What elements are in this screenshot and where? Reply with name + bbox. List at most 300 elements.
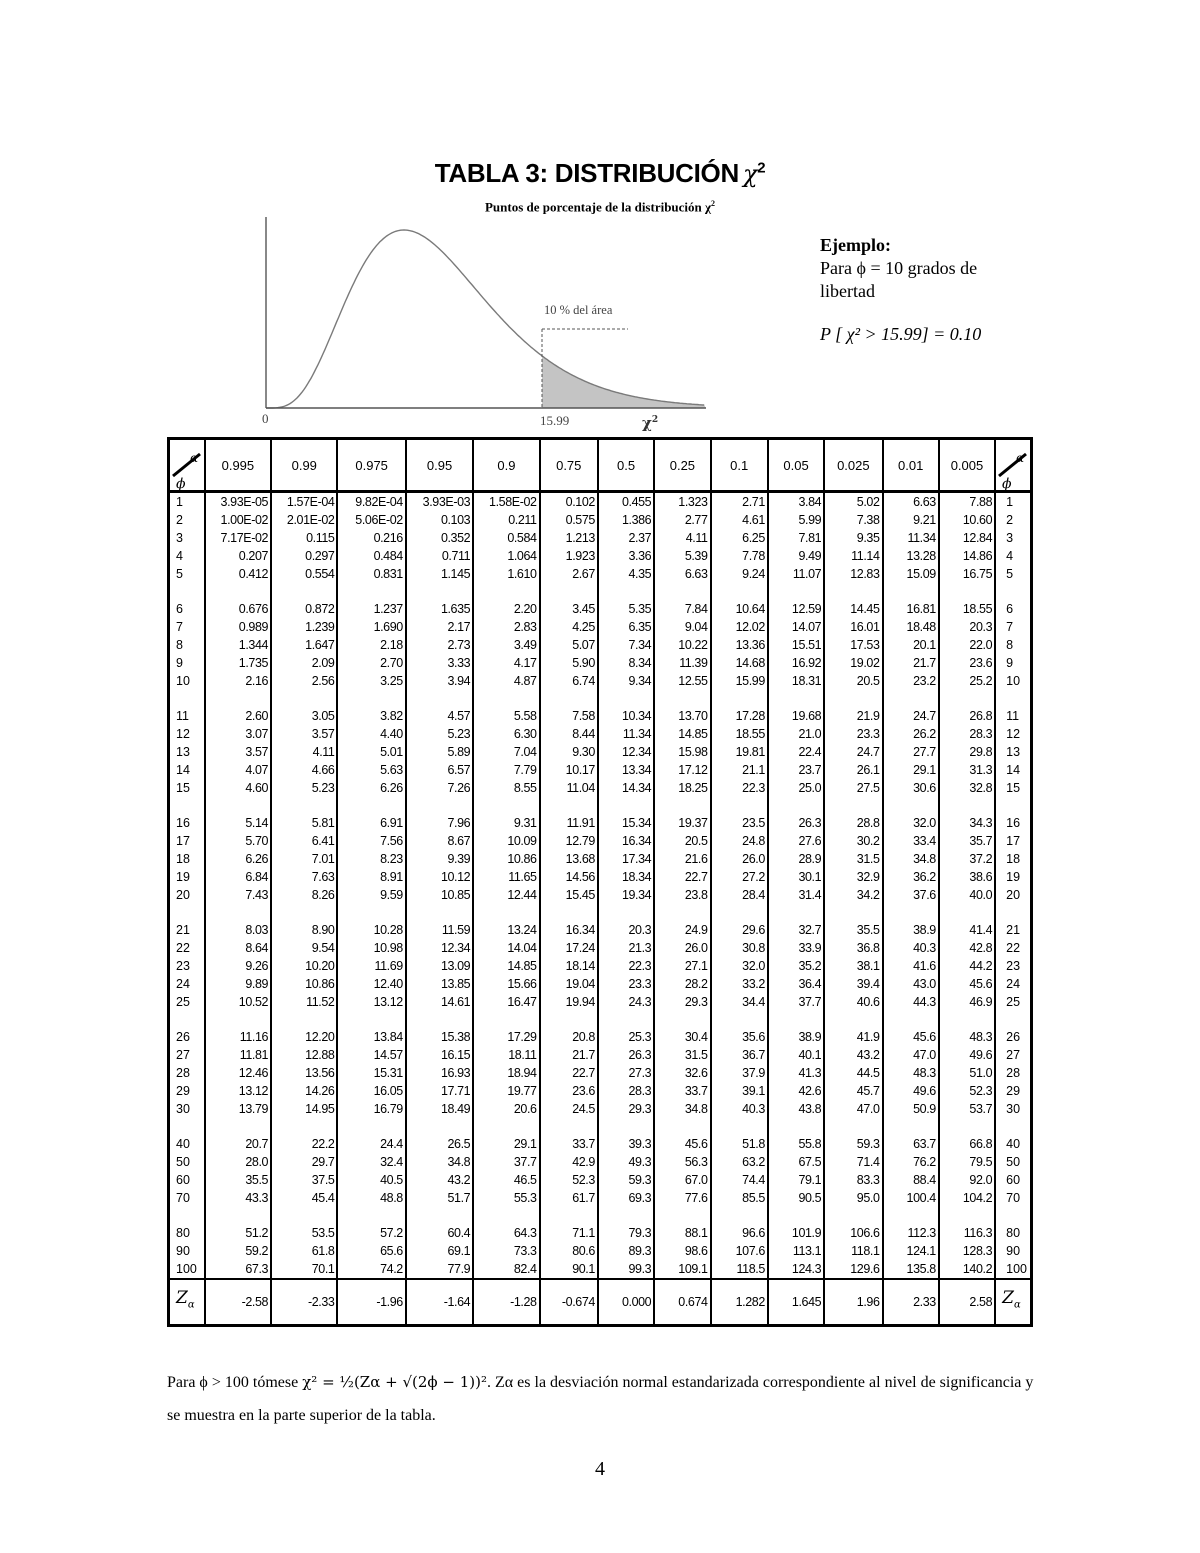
phi-cell-right: 21	[995, 921, 1031, 939]
phi-cell-right: 70	[995, 1189, 1031, 1207]
value-cell: 11.34	[883, 529, 939, 547]
value-cell: 2.83	[473, 618, 539, 636]
table-row	[169, 743, 1032, 761]
value-cell: 15.45	[540, 886, 598, 904]
value-cell: 41.4	[939, 921, 995, 939]
value-cell: 135.8	[883, 1260, 939, 1279]
value-cell: 24.7	[824, 743, 882, 761]
value-cell: 0.872	[271, 600, 337, 618]
phi-cell: 11	[169, 707, 205, 725]
value-cell: 2.09	[271, 654, 337, 672]
value-cell: 5.23	[271, 779, 337, 797]
value-cell: 13.12	[205, 1082, 271, 1100]
footnote-rest: . Zα es la desviación normal estandarizada correspondiente al nivel de significancia y se muestra en la parte superior de la tabla.	[167, 1374, 1034, 1424]
phi-cell-right: 19	[995, 868, 1031, 886]
value-cell: 104.2	[939, 1189, 995, 1207]
value-cell: 9.59	[337, 886, 405, 904]
value-cell: 6.57	[406, 761, 473, 779]
value-cell: 10.20	[271, 957, 337, 975]
page-number: 4	[595, 1458, 605, 1480]
value-cell: 7.01	[271, 850, 337, 868]
phi-cell: 16	[169, 814, 205, 832]
value-cell: 27.1	[654, 957, 710, 975]
alpha-header: 0.99	[271, 439, 337, 492]
phi-cell-right: 80	[995, 1224, 1031, 1242]
corner-phi: ϕ	[176, 476, 186, 490]
value-cell: 10.85	[406, 886, 473, 904]
table-row	[169, 814, 1032, 832]
phi-cell: 14	[169, 761, 205, 779]
title-exponent: 2	[757, 159, 766, 177]
phi-cell-right: 12	[995, 725, 1031, 743]
phi-cell: 29	[169, 1082, 205, 1100]
value-cell: 8.44	[540, 725, 598, 743]
z-row	[169, 1279, 1032, 1326]
value-cell: 1.213	[540, 529, 598, 547]
table-row	[169, 850, 1032, 868]
value-cell: 1.735	[205, 654, 271, 672]
value-cell: 30.2	[824, 832, 882, 850]
value-cell: 20.7	[205, 1135, 271, 1153]
value-cell: 4.25	[540, 618, 598, 636]
phi-cell: 6	[169, 600, 205, 618]
table-row	[169, 957, 1032, 975]
z-value-cell: 1.96	[824, 1279, 882, 1326]
phi-cell-right: 1	[995, 492, 1031, 512]
value-cell: 1.647	[271, 636, 337, 654]
table-row	[169, 1171, 1032, 1189]
value-cell: 37.7	[768, 993, 824, 1011]
value-cell: 38.9	[883, 921, 939, 939]
phi-cell-right: 10	[995, 672, 1031, 690]
phi-cell-right: 20	[995, 886, 1031, 904]
z-value-cell: 0.674	[654, 1279, 710, 1326]
value-cell: 22.7	[654, 868, 710, 886]
value-cell: 24.8	[711, 832, 768, 850]
value-cell: 128.3	[939, 1242, 995, 1260]
phi-cell-right: 50	[995, 1153, 1031, 1171]
value-cell: 15.31	[337, 1064, 405, 1082]
value-cell: 8.67	[406, 832, 473, 850]
value-cell: 26.1	[824, 761, 882, 779]
area-label: 10 % del área	[544, 303, 613, 317]
value-cell: 140.2	[939, 1260, 995, 1279]
z-value-cell: -2.33	[271, 1279, 337, 1326]
value-cell: 60.4	[406, 1224, 473, 1242]
value-cell: 73.3	[473, 1242, 539, 1260]
value-cell: 71.4	[824, 1153, 882, 1171]
value-cell: 28.4	[711, 886, 768, 904]
value-cell: 16.93	[406, 1064, 473, 1082]
table-row	[169, 975, 1032, 993]
value-cell: 8.03	[205, 921, 271, 939]
value-cell: 25.0	[768, 779, 824, 797]
value-cell: 32.4	[337, 1153, 405, 1171]
value-cell: 7.78	[711, 547, 768, 565]
table-row	[169, 868, 1032, 886]
value-cell: 18.55	[711, 725, 768, 743]
value-cell: 7.38	[824, 511, 882, 529]
group-spacer	[169, 904, 1032, 921]
value-cell: 2.01E-02	[271, 511, 337, 529]
value-cell: 8.26	[271, 886, 337, 904]
chi-square-table	[167, 437, 1033, 1327]
value-cell: 95.0	[824, 1189, 882, 1207]
phi-cell: 12	[169, 725, 205, 743]
table-row	[169, 939, 1032, 957]
value-cell: 34.8	[406, 1153, 473, 1171]
footnote-lead: Para ϕ > 100 tómese	[167, 1374, 299, 1391]
value-cell: 9.30	[540, 743, 598, 761]
value-cell: 14.26	[271, 1082, 337, 1100]
value-cell: 35.6	[711, 1028, 768, 1046]
value-cell: 16.92	[768, 654, 824, 672]
value-cell: 12.88	[271, 1046, 337, 1064]
phi-cell-right: 28	[995, 1064, 1031, 1082]
value-cell: 10.86	[473, 850, 539, 868]
value-cell: 7.63	[271, 868, 337, 886]
table-row	[169, 672, 1032, 690]
table-row	[169, 600, 1032, 618]
title-chi-symbol: χ	[742, 160, 758, 188]
value-cell: 27.3	[598, 1064, 654, 1082]
value-cell: 48.8	[337, 1189, 405, 1207]
value-cell: 79.5	[939, 1153, 995, 1171]
value-cell: 21.1	[711, 761, 768, 779]
value-cell: 26.0	[654, 939, 710, 957]
table-row	[169, 547, 1032, 565]
value-cell: 1.386	[598, 511, 654, 529]
phi-cell: 4	[169, 547, 205, 565]
value-cell: 28.0	[205, 1153, 271, 1171]
value-cell: 7.79	[473, 761, 539, 779]
phi-cell-right: 40	[995, 1135, 1031, 1153]
value-cell: 4.60	[205, 779, 271, 797]
value-cell: 35.5	[205, 1171, 271, 1189]
value-cell: 45.6	[883, 1028, 939, 1046]
value-cell: 51.0	[939, 1064, 995, 1082]
phi-cell-right: 90	[995, 1242, 1031, 1260]
value-cell: 5.35	[598, 600, 654, 618]
value-cell: 10.64	[711, 600, 768, 618]
alpha-header: 0.975	[337, 439, 405, 492]
value-cell: 43.2	[824, 1046, 882, 1064]
value-cell: 11.34	[598, 725, 654, 743]
value-cell: 0.207	[205, 547, 271, 565]
value-cell: 2.77	[654, 511, 710, 529]
table-row	[169, 1189, 1032, 1207]
value-cell: 52.3	[939, 1082, 995, 1100]
value-cell: 14.34	[598, 779, 654, 797]
value-cell: 19.68	[768, 707, 824, 725]
value-cell: 16.34	[598, 832, 654, 850]
table-row	[169, 993, 1032, 1011]
value-cell: 26.3	[768, 814, 824, 832]
value-cell: 21.3	[598, 939, 654, 957]
value-cell: 55.3	[473, 1189, 539, 1207]
value-cell: 107.6	[711, 1242, 768, 1260]
table-row	[169, 761, 1032, 779]
value-cell: 41.9	[824, 1028, 882, 1046]
value-cell: 100.4	[883, 1189, 939, 1207]
value-cell: 18.48	[883, 618, 939, 636]
alpha-header: 0.95	[406, 439, 473, 492]
value-cell: 44.5	[824, 1064, 882, 1082]
x-axis-label: $\chi^2$	[642, 414, 659, 432]
z-label-right: $Z_\alpha$	[995, 1279, 1031, 1326]
phi-cell-right: 5	[995, 565, 1031, 583]
value-cell: 40.5	[337, 1171, 405, 1189]
value-cell: 1.239	[271, 618, 337, 636]
value-cell: 19.04	[540, 975, 598, 993]
value-cell: 6.30	[473, 725, 539, 743]
table-row	[169, 725, 1032, 743]
value-cell: 11.14	[824, 547, 882, 565]
value-cell: 9.39	[406, 850, 473, 868]
value-cell: 4.57	[406, 707, 473, 725]
value-cell: 9.24	[711, 565, 768, 583]
value-cell: 11.65	[473, 868, 539, 886]
z-value-cell: -2.58	[205, 1279, 271, 1326]
value-cell: 5.58	[473, 707, 539, 725]
phi-cell: 10	[169, 672, 205, 690]
value-cell: 33.2	[711, 975, 768, 993]
phi-cell: 80	[169, 1224, 205, 1242]
value-cell: 67.0	[654, 1171, 710, 1189]
alpha-header: 0.25	[654, 439, 710, 492]
value-cell: 16.47	[473, 993, 539, 1011]
value-cell: 40.1	[768, 1046, 824, 1064]
value-cell: 79.1	[768, 1171, 824, 1189]
value-cell: 2.60	[205, 707, 271, 725]
value-cell: 3.82	[337, 707, 405, 725]
value-cell: 13.12	[337, 993, 405, 1011]
group-spacer	[169, 583, 1032, 600]
value-cell: 40.6	[824, 993, 882, 1011]
value-cell: 2.17	[406, 618, 473, 636]
value-cell: 10.28	[337, 921, 405, 939]
value-cell: 2.73	[406, 636, 473, 654]
value-cell: 13.85	[406, 975, 473, 993]
value-cell: 88.1	[654, 1224, 710, 1242]
value-cell: 4.11	[271, 743, 337, 761]
value-cell: 46.9	[939, 993, 995, 1011]
value-cell: 6.26	[205, 850, 271, 868]
value-cell: 0.484	[337, 547, 405, 565]
value-cell: 5.07	[540, 636, 598, 654]
value-cell: 25.2	[939, 672, 995, 690]
value-cell: 71.1	[540, 1224, 598, 1242]
value-cell: 20.8	[540, 1028, 598, 1046]
table-row	[169, 1064, 1032, 1082]
value-cell: 36.7	[711, 1046, 768, 1064]
value-cell: 9.89	[205, 975, 271, 993]
corner-phi: ϕ	[1002, 476, 1012, 490]
footnote	[167, 1366, 1047, 1432]
z-label: $Z_\alpha$	[169, 1279, 205, 1326]
value-cell: 21.7	[540, 1046, 598, 1064]
table-row	[169, 1135, 1032, 1153]
table-row	[169, 1082, 1032, 1100]
value-cell: 3.93E-05	[205, 492, 271, 512]
value-cell: 3.45	[540, 600, 598, 618]
value-cell: 69.3	[598, 1189, 654, 1207]
value-cell: 0.711	[406, 547, 473, 565]
shaded-tail-area	[542, 356, 706, 408]
value-cell: 59.3	[824, 1135, 882, 1153]
value-cell: 12.79	[540, 832, 598, 850]
value-cell: 42.9	[540, 1153, 598, 1171]
table-row	[169, 707, 1032, 725]
value-cell: 6.26	[337, 779, 405, 797]
value-cell: 74.4	[711, 1171, 768, 1189]
value-cell: 118.5	[711, 1260, 768, 1279]
value-cell: 11.69	[337, 957, 405, 975]
value-cell: 70.1	[271, 1260, 337, 1279]
value-cell: 10.98	[337, 939, 405, 957]
value-cell: 11.04	[540, 779, 598, 797]
value-cell: 101.9	[768, 1224, 824, 1242]
value-cell: 0.216	[337, 529, 405, 547]
value-cell: 31.4	[768, 886, 824, 904]
value-cell: 44.2	[939, 957, 995, 975]
value-cell: 3.07	[205, 725, 271, 743]
value-cell: 8.23	[337, 850, 405, 868]
value-cell: 38.6	[939, 868, 995, 886]
value-cell: 37.7	[473, 1153, 539, 1171]
value-cell: 32.6	[654, 1064, 710, 1082]
value-cell: 14.85	[473, 957, 539, 975]
value-cell: 27.2	[711, 868, 768, 886]
table-row	[169, 1046, 1032, 1064]
value-cell: 109.1	[654, 1260, 710, 1279]
value-cell: 92.0	[939, 1171, 995, 1189]
table-row	[169, 654, 1032, 672]
value-cell: 24.4	[337, 1135, 405, 1153]
value-cell: 67.5	[768, 1153, 824, 1171]
value-cell: 9.54	[271, 939, 337, 957]
alpha-header: 0.025	[824, 439, 882, 492]
value-cell: 1.690	[337, 618, 405, 636]
value-cell: 32.7	[768, 921, 824, 939]
phi-cell: 2	[169, 511, 205, 529]
value-cell: 6.84	[205, 868, 271, 886]
alpha-header: 0.1	[711, 439, 768, 492]
value-cell: 11.91	[540, 814, 598, 832]
value-cell: 14.45	[824, 600, 882, 618]
phi-cell-right: 22	[995, 939, 1031, 957]
value-cell: 49.6	[939, 1046, 995, 1064]
value-cell: 9.26	[205, 957, 271, 975]
alpha-header-row	[169, 439, 1032, 492]
value-cell: 23.3	[598, 975, 654, 993]
value-cell: 99.3	[598, 1260, 654, 1279]
alpha-header: 0.995	[205, 439, 271, 492]
value-cell: 38.1	[824, 957, 882, 975]
value-cell: 12.55	[654, 672, 710, 690]
table-row	[169, 511, 1032, 529]
value-cell: 3.57	[271, 725, 337, 743]
value-cell: 5.90	[540, 654, 598, 672]
value-cell: 15.66	[473, 975, 539, 993]
value-cell: 124.3	[768, 1260, 824, 1279]
value-cell: 6.63	[883, 492, 939, 512]
value-cell: 16.05	[337, 1082, 405, 1100]
table-row	[169, 1028, 1032, 1046]
value-cell: 61.7	[540, 1189, 598, 1207]
value-cell: 9.31	[473, 814, 539, 832]
value-cell: 19.94	[540, 993, 598, 1011]
value-cell: 4.61	[711, 511, 768, 529]
value-cell: 0.352	[406, 529, 473, 547]
value-cell: 21.0	[768, 725, 824, 743]
value-cell: 6.25	[711, 529, 768, 547]
value-cell: 13.79	[205, 1100, 271, 1118]
value-cell: 42.6	[768, 1082, 824, 1100]
value-cell: 31.5	[654, 1046, 710, 1064]
value-cell: 49.6	[883, 1082, 939, 1100]
value-cell: 8.55	[473, 779, 539, 797]
value-cell: 12.20	[271, 1028, 337, 1046]
value-cell: 0.831	[337, 565, 405, 583]
phi-cell: 90	[169, 1242, 205, 1260]
value-cell: 98.6	[654, 1242, 710, 1260]
value-cell: 74.2	[337, 1260, 405, 1279]
value-cell: 23.8	[654, 886, 710, 904]
value-cell: 4.11	[654, 529, 710, 547]
value-cell: 23.5	[711, 814, 768, 832]
value-cell: 90.1	[540, 1260, 598, 1279]
table-row	[169, 1224, 1032, 1242]
value-cell: 19.37	[654, 814, 710, 832]
phi-cell: 20	[169, 886, 205, 904]
value-cell: 18.11	[473, 1046, 539, 1064]
value-cell: 1.323	[654, 492, 710, 512]
value-cell: 2.70	[337, 654, 405, 672]
value-cell: 26.2	[883, 725, 939, 743]
value-cell: 9.82E-04	[337, 492, 405, 512]
phi-cell: 18	[169, 850, 205, 868]
phi-cell: 21	[169, 921, 205, 939]
value-cell: 29.3	[598, 1100, 654, 1118]
value-cell: 2.16	[205, 672, 271, 690]
value-cell: 4.66	[271, 761, 337, 779]
value-cell: 3.36	[598, 547, 654, 565]
value-cell: 26.8	[939, 707, 995, 725]
value-cell: 14.04	[473, 939, 539, 957]
phi-cell-right: 3	[995, 529, 1031, 547]
value-cell: 13.34	[598, 761, 654, 779]
table-row	[169, 779, 1032, 797]
phi-cell-right: 27	[995, 1046, 1031, 1064]
value-cell: 31.3	[939, 761, 995, 779]
value-cell: 3.25	[337, 672, 405, 690]
value-cell: 41.6	[883, 957, 939, 975]
value-cell: 82.4	[473, 1260, 539, 1279]
value-cell: 34.8	[883, 850, 939, 868]
value-cell: 11.07	[768, 565, 824, 583]
table-row	[169, 618, 1032, 636]
value-cell: 29.7	[271, 1153, 337, 1171]
value-cell: 51.2	[205, 1224, 271, 1242]
value-cell: 29.1	[473, 1135, 539, 1153]
value-cell: 11.59	[406, 921, 473, 939]
phi-cell: 8	[169, 636, 205, 654]
value-cell: 48.3	[883, 1064, 939, 1082]
value-cell: 8.34	[598, 654, 654, 672]
value-cell: 43.2	[406, 1171, 473, 1189]
value-cell: 34.8	[654, 1100, 710, 1118]
